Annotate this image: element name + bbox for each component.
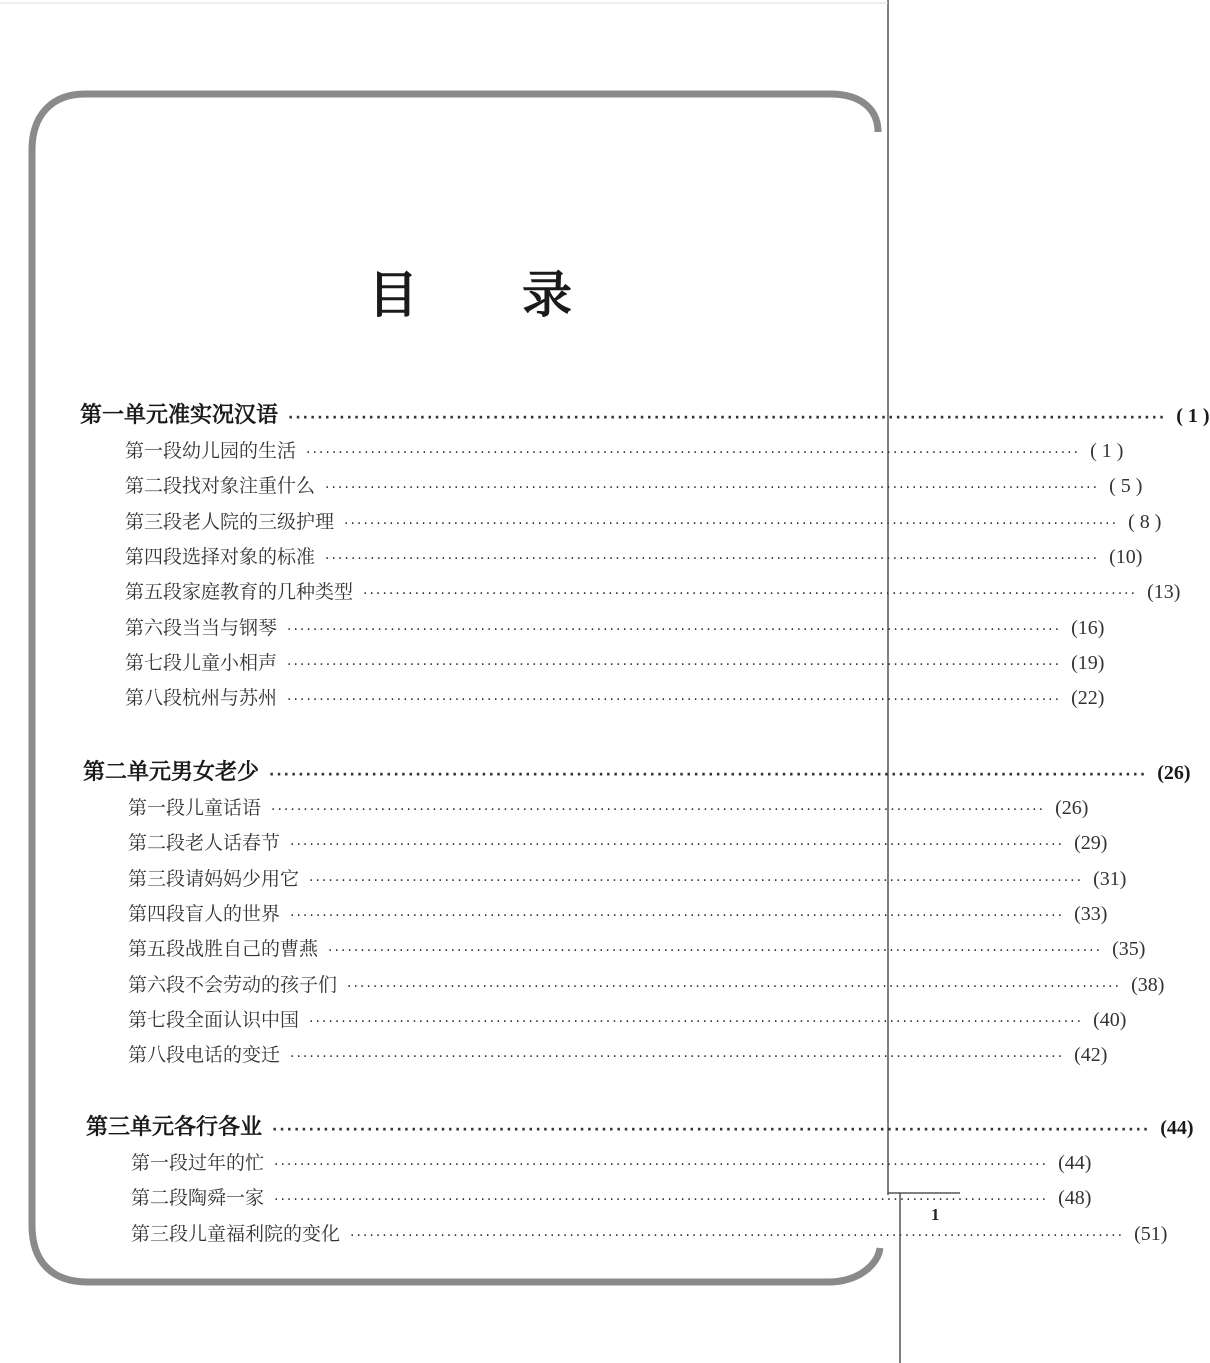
section-entry[interactable] — [125, 436, 1124, 463]
toc-page: (13) — [1147, 581, 1181, 604]
toc-page: (29) — [1074, 832, 1108, 855]
toc-number: 第七段 — [125, 651, 183, 674]
dot-leader: ························································································································ — [344, 515, 1119, 532]
toc-number: 第八段 — [125, 687, 183, 710]
toc-number: 第二段 — [131, 1187, 189, 1210]
toc-number: 第六段 — [125, 616, 183, 639]
toc-title: 各行各业 — [174, 1115, 263, 1140]
toc-number: 第三段 — [125, 510, 183, 533]
toc-number: 第三段 — [128, 867, 186, 890]
dot-leader: ························································································································ — [287, 621, 1062, 638]
dot-leader: ························································································································ — [269, 767, 1148, 783]
toc-page: (19) — [1071, 651, 1105, 674]
dot-leader: ························································································································ — [363, 586, 1138, 603]
toc-number: 第一段 — [125, 440, 183, 462]
page-number: 1 — [931, 1205, 940, 1224]
toc-title: 过年的忙 — [188, 1152, 265, 1174]
section-entry[interactable] — [125, 542, 1143, 569]
section-entry[interactable] — [128, 970, 1165, 997]
section-entry[interactable] — [128, 793, 1089, 820]
dot-leader: ························································································································ — [290, 907, 1065, 924]
section-entry[interactable] — [125, 471, 1143, 498]
toc-number: 第四段 — [128, 902, 186, 925]
toc-number: 第二段 — [125, 475, 183, 498]
unit-heading[interactable] — [86, 1110, 1194, 1141]
dot-leader: ························································································································ — [290, 837, 1065, 854]
dot-leader: ························································································································ — [274, 1192, 1049, 1209]
toc-number: 第一段 — [131, 1152, 189, 1174]
toc-page: (10) — [1109, 545, 1143, 568]
dot-leader: ························································································································ — [347, 978, 1122, 995]
section-entry[interactable] — [128, 934, 1146, 961]
toc-title: 准实况汉语 — [168, 403, 279, 428]
toc-title: 找对象注重什么 — [182, 475, 316, 498]
toc-page: (35) — [1112, 938, 1146, 961]
toc-page: (40) — [1093, 1008, 1127, 1031]
dot-leader: ························································································································ — [290, 1049, 1065, 1066]
toc-title: 杭州与苏州 — [182, 687, 278, 710]
dot-leader: ························································································································ — [272, 1122, 1151, 1138]
toc-page: (16) — [1071, 616, 1105, 639]
section-entry[interactable] — [128, 828, 1108, 855]
title-char-left: 目 — [368, 266, 418, 324]
toc-title: 战胜自己的曹燕 — [185, 938, 319, 961]
section-entry[interactable] — [125, 613, 1105, 640]
toc-page: ( 1 ) — [1090, 440, 1124, 462]
toc-page: ( 8 ) — [1128, 510, 1162, 533]
dot-leader: ························································································································ — [306, 445, 1081, 461]
toc-title: 盲人的世界 — [185, 902, 281, 925]
toc-title: 儿童话语 — [185, 797, 262, 819]
toc-page: (44) — [1160, 1117, 1194, 1139]
toc-number: 第三单元 — [86, 1115, 175, 1140]
toc-title: 老人话春节 — [185, 832, 281, 855]
toc-page: (22) — [1071, 687, 1105, 710]
toc-title: 幼儿园的生活 — [182, 440, 297, 462]
section-entry[interactable] — [131, 1219, 1168, 1246]
dot-leader: ························································································································ — [350, 1227, 1125, 1244]
toc-title: 当当与钢琴 — [182, 616, 278, 639]
section-entry[interactable] — [128, 1040, 1108, 1067]
toc-title: 男女老少 — [171, 760, 260, 785]
toc-number: 第五段 — [128, 938, 186, 961]
section-entry[interactable] — [128, 864, 1127, 891]
dot-leader: ························································································································ — [325, 550, 1100, 567]
toc-page: (33) — [1074, 902, 1108, 925]
toc-page: (31) — [1093, 867, 1127, 890]
toc-number: 第八段 — [128, 1044, 186, 1067]
dot-leader: ························································································································ — [287, 692, 1062, 709]
toc-number: 第二单元 — [83, 760, 172, 785]
toc-number: 第七段 — [128, 1008, 186, 1031]
toc-title: 儿童福利院的变化 — [188, 1222, 341, 1245]
dot-leader: ························································································································ — [325, 480, 1100, 497]
section-entry[interactable] — [125, 577, 1181, 604]
toc-page: ( 5 ) — [1109, 475, 1143, 498]
dot-leader: ························································································································ — [287, 656, 1062, 673]
toc-page: (44) — [1058, 1152, 1092, 1174]
toc-page: (26) — [1157, 762, 1191, 784]
toc-number: 第三段 — [131, 1222, 189, 1245]
toc-title: 选择对象的标准 — [182, 545, 316, 568]
dot-leader: ························································································································ — [309, 872, 1084, 889]
toc-number: 第五段 — [125, 581, 183, 604]
toc-page: (42) — [1074, 1044, 1108, 1067]
toc-page: (38) — [1131, 973, 1165, 996]
toc-title: 老人院的三级护理 — [182, 510, 335, 533]
toc-page: ( 1 ) — [1176, 405, 1210, 427]
dot-leader: ························································································································ — [309, 1013, 1084, 1030]
toc-title: 不会劳动的孩子们 — [185, 973, 338, 996]
toc-number: 第二段 — [128, 832, 186, 855]
section-entry[interactable] — [128, 1005, 1127, 1032]
toc-title: 请妈妈少用它 — [185, 867, 300, 890]
toc-number: 第一单元 — [80, 403, 169, 428]
toc-title: 陶舜一家 — [188, 1187, 265, 1210]
toc-number: 第六段 — [128, 973, 186, 996]
dot-leader: ························································································································ — [271, 802, 1046, 818]
section-entry[interactable] — [131, 1183, 1092, 1210]
toc-page: (26) — [1055, 797, 1089, 819]
toc-title: 电话的变迁 — [185, 1044, 281, 1067]
toc-title: 家庭教育的几种类型 — [182, 581, 354, 604]
toc-page: (51) — [1134, 1222, 1168, 1245]
unit-heading[interactable] — [80, 398, 1210, 429]
section-entry[interactable] — [125, 648, 1105, 675]
toc-title: 儿童小相声 — [182, 651, 278, 674]
dot-leader: ························································································································ — [328, 943, 1103, 960]
section-entry[interactable] — [125, 683, 1105, 710]
toc-title: 全面认识中国 — [185, 1008, 300, 1031]
unit-heading[interactable] — [83, 755, 1191, 786]
section-entry[interactable] — [131, 1148, 1092, 1175]
toc-number: 第四段 — [125, 545, 183, 568]
dot-leader: ························································································································ — [288, 410, 1167, 426]
section-entry[interactable] — [125, 507, 1162, 534]
toc-page: (48) — [1058, 1187, 1092, 1210]
page-title — [0, 255, 960, 324]
toc-number: 第一段 — [128, 797, 186, 819]
section-entry[interactable] — [128, 899, 1108, 926]
title-char-right: 录 — [522, 266, 572, 324]
dot-leader: ························································································································ — [274, 1157, 1049, 1173]
